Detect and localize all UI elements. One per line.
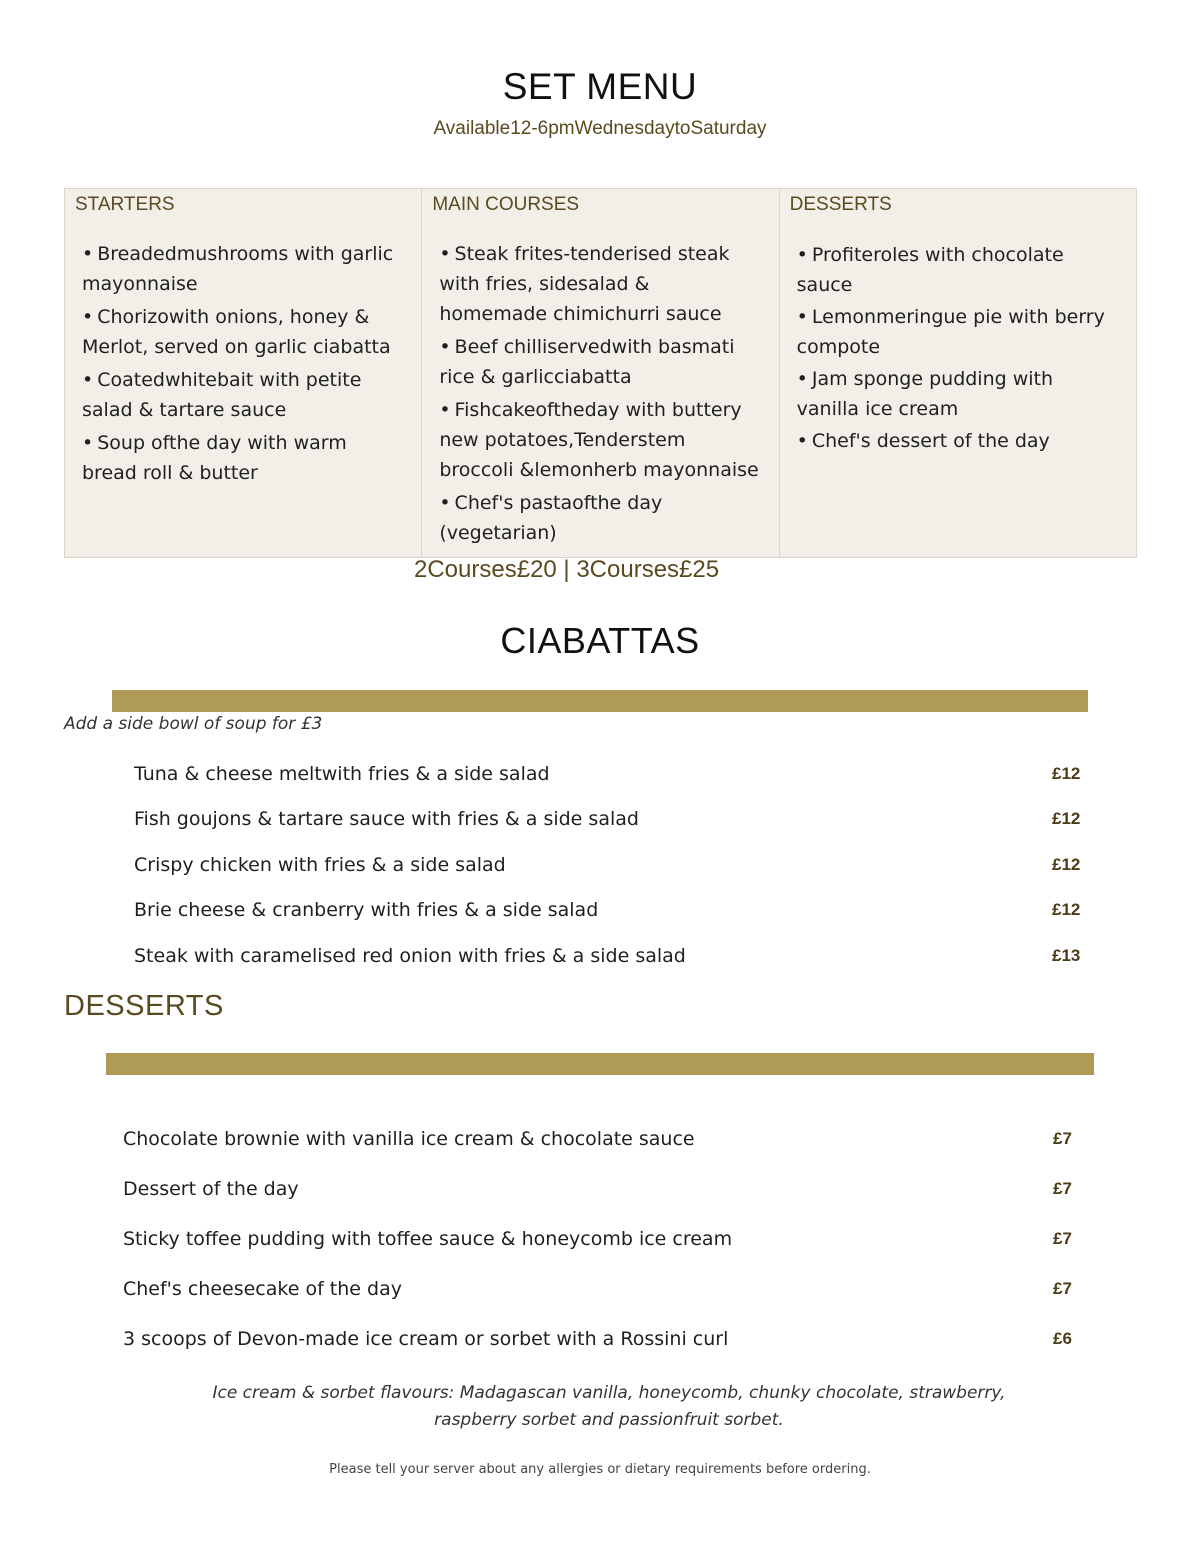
table-row — [134, 804, 1084, 834]
list-item — [82, 428, 403, 488]
list-item — [82, 239, 403, 299]
starters-column — [65, 189, 421, 557]
ciabatta-name: Steak with caramelised red onion with fries & a side salad — [134, 945, 686, 967]
table-row — [123, 1324, 1083, 1354]
set-menu-availability: Available12-6pmWednesdaytoSaturday — [433, 118, 767, 139]
ciabatta-price: £12 — [1052, 764, 1081, 783]
bullet-icon: • — [796, 430, 808, 452]
ciabatta-price: £12 — [1052, 809, 1081, 828]
main-course-item: Chef's pastaofthe day (vegetarian) — [439, 492, 663, 544]
dessert-price: £7 — [1053, 1279, 1072, 1298]
section-divider-bar — [106, 1053, 1094, 1075]
table-row — [123, 1124, 1083, 1154]
starter-item: Coatedwhitebait with petite salad & tartare sauce — [82, 369, 362, 421]
dessert-name: Chef's cheesecake of the day — [123, 1278, 402, 1300]
bullet-icon: • — [796, 368, 808, 390]
list-item — [797, 302, 1118, 362]
set-menu-pricing: 2Courses£20 | 3Courses£25 — [414, 556, 720, 583]
set-dessert-item: Chef's dessert of the day — [811, 430, 1050, 452]
set-dessert-item: Jam sponge pudding with vanilla ice cream — [796, 368, 1054, 420]
bullet-icon: • — [439, 336, 451, 358]
set-desserts-heading: DESSERTS — [789, 194, 892, 215]
bullet-icon: • — [439, 399, 451, 421]
set-menu-panel — [64, 188, 1137, 558]
dessert-price: £7 — [1053, 1129, 1072, 1148]
ciabatta-price: £12 — [1052, 900, 1081, 919]
main-courses-heading: MAIN COURSES — [432, 194, 580, 215]
set-desserts-list — [790, 240, 1136, 456]
dessert-name: Sticky toffee pudding with toffee sauce & honeycomb ice cream — [123, 1228, 733, 1250]
allergy-notice: Please tell your server about any allergies or dietary requirements before ordering. — [329, 1462, 871, 1477]
list-item — [439, 332, 760, 392]
table-row — [123, 1224, 1083, 1254]
dessert-name: 3 scoops of Devon-made ice cream or sorbet with a Rossini curl — [123, 1328, 729, 1350]
dessert-price: £6 — [1053, 1329, 1072, 1348]
ciabatta-name: Fish goujons & tartare sauce with fries & a side salad — [134, 808, 639, 830]
ciabatta-price: £13 — [1052, 946, 1081, 965]
flavours-note — [0, 1380, 1200, 1434]
ciabatta-name: Tuna & cheese meltwith fries & a side salad — [134, 763, 550, 785]
table-row — [123, 1174, 1083, 1204]
ciabatta-price: £12 — [1052, 855, 1081, 874]
dessert-name: Chocolate brownie with vanilla ice cream & chocolate sauce — [123, 1128, 695, 1150]
main-courses-list — [432, 239, 778, 548]
table-row — [134, 941, 1084, 971]
list-item — [797, 240, 1118, 300]
bullet-icon: • — [796, 306, 808, 328]
bullet-icon: • — [82, 432, 94, 454]
flavours-line: raspberry sorbet and passionfruit sorbet. — [434, 1410, 784, 1430]
list-item — [82, 365, 403, 425]
list-item — [797, 426, 1118, 456]
ciabattas-title: CIABATTAS — [500, 620, 700, 661]
ciabatta-name: Brie cheese & cranberry with fries & a side salad — [134, 899, 599, 921]
dessert-price: £7 — [1053, 1179, 1072, 1198]
set-desserts-column — [779, 189, 1136, 557]
main-course-item: Fishcakeoftheday with buttery new potatoes,Tenderstem broccoli &lemonherb mayonnaise — [439, 399, 759, 481]
list-item — [82, 302, 403, 362]
desserts-title: DESSERTS — [64, 990, 224, 1022]
list-item — [439, 488, 760, 548]
list-item — [439, 395, 760, 485]
main-course-item: Steak frites-tenderised steak with fries, sidesalad & homemade chimichurri sauce — [439, 243, 730, 325]
starter-item: Breadedmushrooms with garlic mayonnaise — [82, 243, 394, 295]
bullet-icon: • — [796, 244, 808, 266]
list-item — [439, 239, 760, 329]
ciabatta-name: Crispy chicken with fries & a side salad — [134, 854, 506, 876]
main-course-item: Beef chilliservedwith basmati rice & garlicciabatta — [439, 336, 735, 388]
soup-addon-note: Add a side bowl of soup for £3 — [64, 714, 323, 734]
bullet-icon: • — [439, 492, 451, 514]
dessert-name: Dessert of the day — [123, 1178, 299, 1200]
bullet-icon: • — [82, 306, 94, 328]
table-row — [134, 850, 1084, 880]
main-courses-column — [421, 189, 778, 557]
set-dessert-item: Profiteroles with chocolate sauce — [796, 244, 1064, 296]
section-divider-bar — [112, 690, 1088, 712]
table-row — [123, 1274, 1083, 1304]
set-dessert-item: Lemonmeringue pie with berry compote — [796, 306, 1105, 358]
starter-item: Soup ofthe day with warm bread roll & butter — [82, 432, 347, 484]
bullet-icon: • — [82, 369, 94, 391]
starters-heading: STARTERS — [75, 194, 175, 215]
starter-item: Chorizowith onions, honey & Merlot, served on garlic ciabatta — [82, 306, 391, 358]
set-menu-title: SET MENU — [502, 66, 698, 107]
bullet-icon: • — [82, 243, 94, 265]
table-row — [134, 759, 1084, 789]
flavours-line: Ice cream & sorbet flavours: Madagascan vanilla, honeycomb, chunky chocolate, strawberry, — [212, 1383, 1006, 1403]
table-row — [134, 895, 1084, 925]
list-item — [797, 364, 1118, 424]
starters-list — [75, 239, 421, 488]
bullet-icon: • — [439, 243, 451, 265]
dessert-price: £7 — [1053, 1229, 1072, 1248]
